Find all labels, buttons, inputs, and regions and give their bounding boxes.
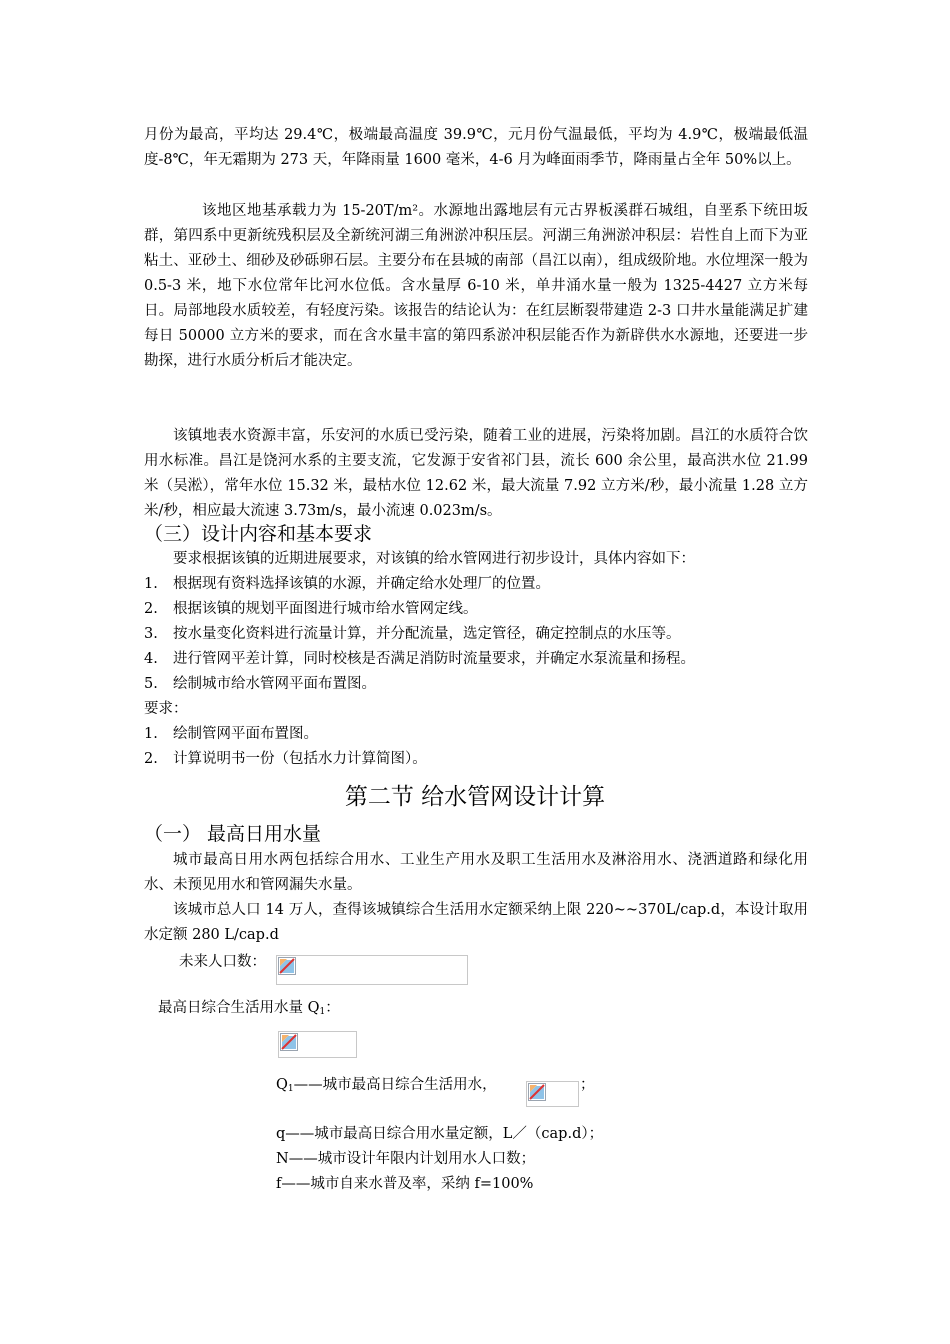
q1-label: 最高日综合生活用水量 $Q_1$： (158, 1000, 340, 1017)
paragraph-population: 该城市总人口 14 万人，查得该城镇综合生活用水定额采纳上限 220~~370L/cap.d，本设计取用水定额 280 L/cap.d (144, 902, 808, 943)
paragraph-geology: 该地区地基承载力为 15-20T/m²。水源地出露地层有元古界板溪群石城组，自垩系下统田坂群，第四系中更新统残积层及全新统河湖三角洲淤冲积压层。河湖三角洲淤冲积层：岩性自上而下为亚粘土、亚砂土、细砂及砂砾卵石层。主要分布在县城的南部（昌江以南），组成级阶地。水位埋深一般为 0.5-3 米，地下水位常年比河水位低。含水量厚 6-10 米，单井涌水量一般为 1325-4427 立方米每日。局部地段水质较差，有轻度污染。该报告的结论认为：在红层断裂带建造 2-3 口井水量能满足扩建每日 50000 立方米的要求，而在含水量丰富的第四系淤冲积层能否作为新辟供水水源地，还要进一步勘探，进行水质分析后才能决定。 (144, 203, 808, 369)
list-text: 计算说明书一份（包括水力计算简图）。 (173, 751, 427, 767)
paragraph-water-composition: 城市最高日用水两包括综合用水、工业生产用水及职工生活用水及淋浴用水、浇洒道路和绿化用水、未预见用水和管网漏失水量。 (144, 852, 808, 893)
heading-max-daily-water: （一） 最高日用水量 (144, 823, 322, 845)
formula-image-q1 (278, 1031, 357, 1058)
definition-f: f——城市自来水普及率，采纳 f=100% (276, 1176, 534, 1192)
list-text: 绘制管网平面布置图。 (173, 726, 318, 742)
requirements-label: 要求： (144, 701, 188, 717)
formula-image-future-population (276, 955, 468, 985)
future-population-label: 未来人口数： (179, 954, 266, 970)
design-intro: 要求根据该镇的近期进展要求，对该镇的给水管网进行初步设计，具体内容如下： (173, 551, 695, 567)
list-item (144, 722, 318, 747)
list-number: 2. (144, 751, 158, 767)
definition-q1-end: ； (580, 1077, 595, 1093)
list-number: 5. (144, 676, 158, 692)
list-text: 根据该镇的规划平面图进行城市给水管网定线。 (173, 601, 478, 617)
broken-image-icon (528, 1083, 546, 1101)
broken-image-icon (278, 957, 296, 975)
list-item (144, 647, 695, 672)
paragraph-climate: 月份为最高，平均达 29.4℃，极端最高温度 39.9℃，元月份气温最低，平均为 4.9℃，极端最低温度-8℃，年无霜期为 273 天，年降雨量 1600 毫米，4-6 月为峰面雨季节，降雨量占全年 50%以上。 (144, 127, 808, 168)
list-item (144, 597, 478, 622)
broken-image-icon (280, 1033, 298, 1051)
list-text: 按水量变化资料进行流量计算，并分配流量，选定管径，确定控制点的水压等。 (173, 626, 681, 642)
formula-image-q1-inline (526, 1081, 579, 1107)
list-number: 1. (144, 726, 158, 742)
list-text: 根据现有资料选择该镇的水源，并确定给水处理厂的位置。 (173, 576, 550, 592)
list-number: 3. (144, 626, 158, 642)
definition-q: q——城市最高日综合用水量定额，L／（cap.d）； (276, 1126, 604, 1142)
paragraph-surface-water: 该镇地表水资源丰富，乐安河的水质已受污染，随着工业的进展，污染将加剧。昌江的水质符合饮用水标准。昌江是饶河水系的主要支流，它发源于安省祁门县，流长 600 余公里，最高洪水位 21.99 米（吴淞），常年水位 15.32 米，最枯水位 12.62 米，最大流量 7.92 立方米/秒，最小流量 1.28 立方米/秒，相应最大流速 3.73m/s，最小流速 0.023m/s。 (144, 428, 808, 519)
list-item (144, 672, 376, 697)
list-text: 绘制城市给水管网平面布置图。 (173, 676, 376, 692)
list-number: 2. (144, 601, 158, 617)
list-item (144, 572, 550, 597)
section-title: 第二节 给水管网设计计算 (344, 784, 606, 810)
heading-design-content: （三）设计内容和基本要求 (144, 523, 373, 545)
list-item (144, 747, 427, 772)
definition-q1: $Q_1——$城市最高日综合生活用水， (276, 1077, 497, 1094)
definition-n: N——城市设计年限内计划用水人口数； (276, 1151, 536, 1167)
list-number: 4. (144, 651, 158, 667)
list-text: 进行管网平差计算，同时校核是否满足消防时流量要求，并确定水泵流量和扬程。 (173, 651, 695, 667)
list-number: 1. (144, 576, 158, 592)
list-item (144, 622, 681, 647)
